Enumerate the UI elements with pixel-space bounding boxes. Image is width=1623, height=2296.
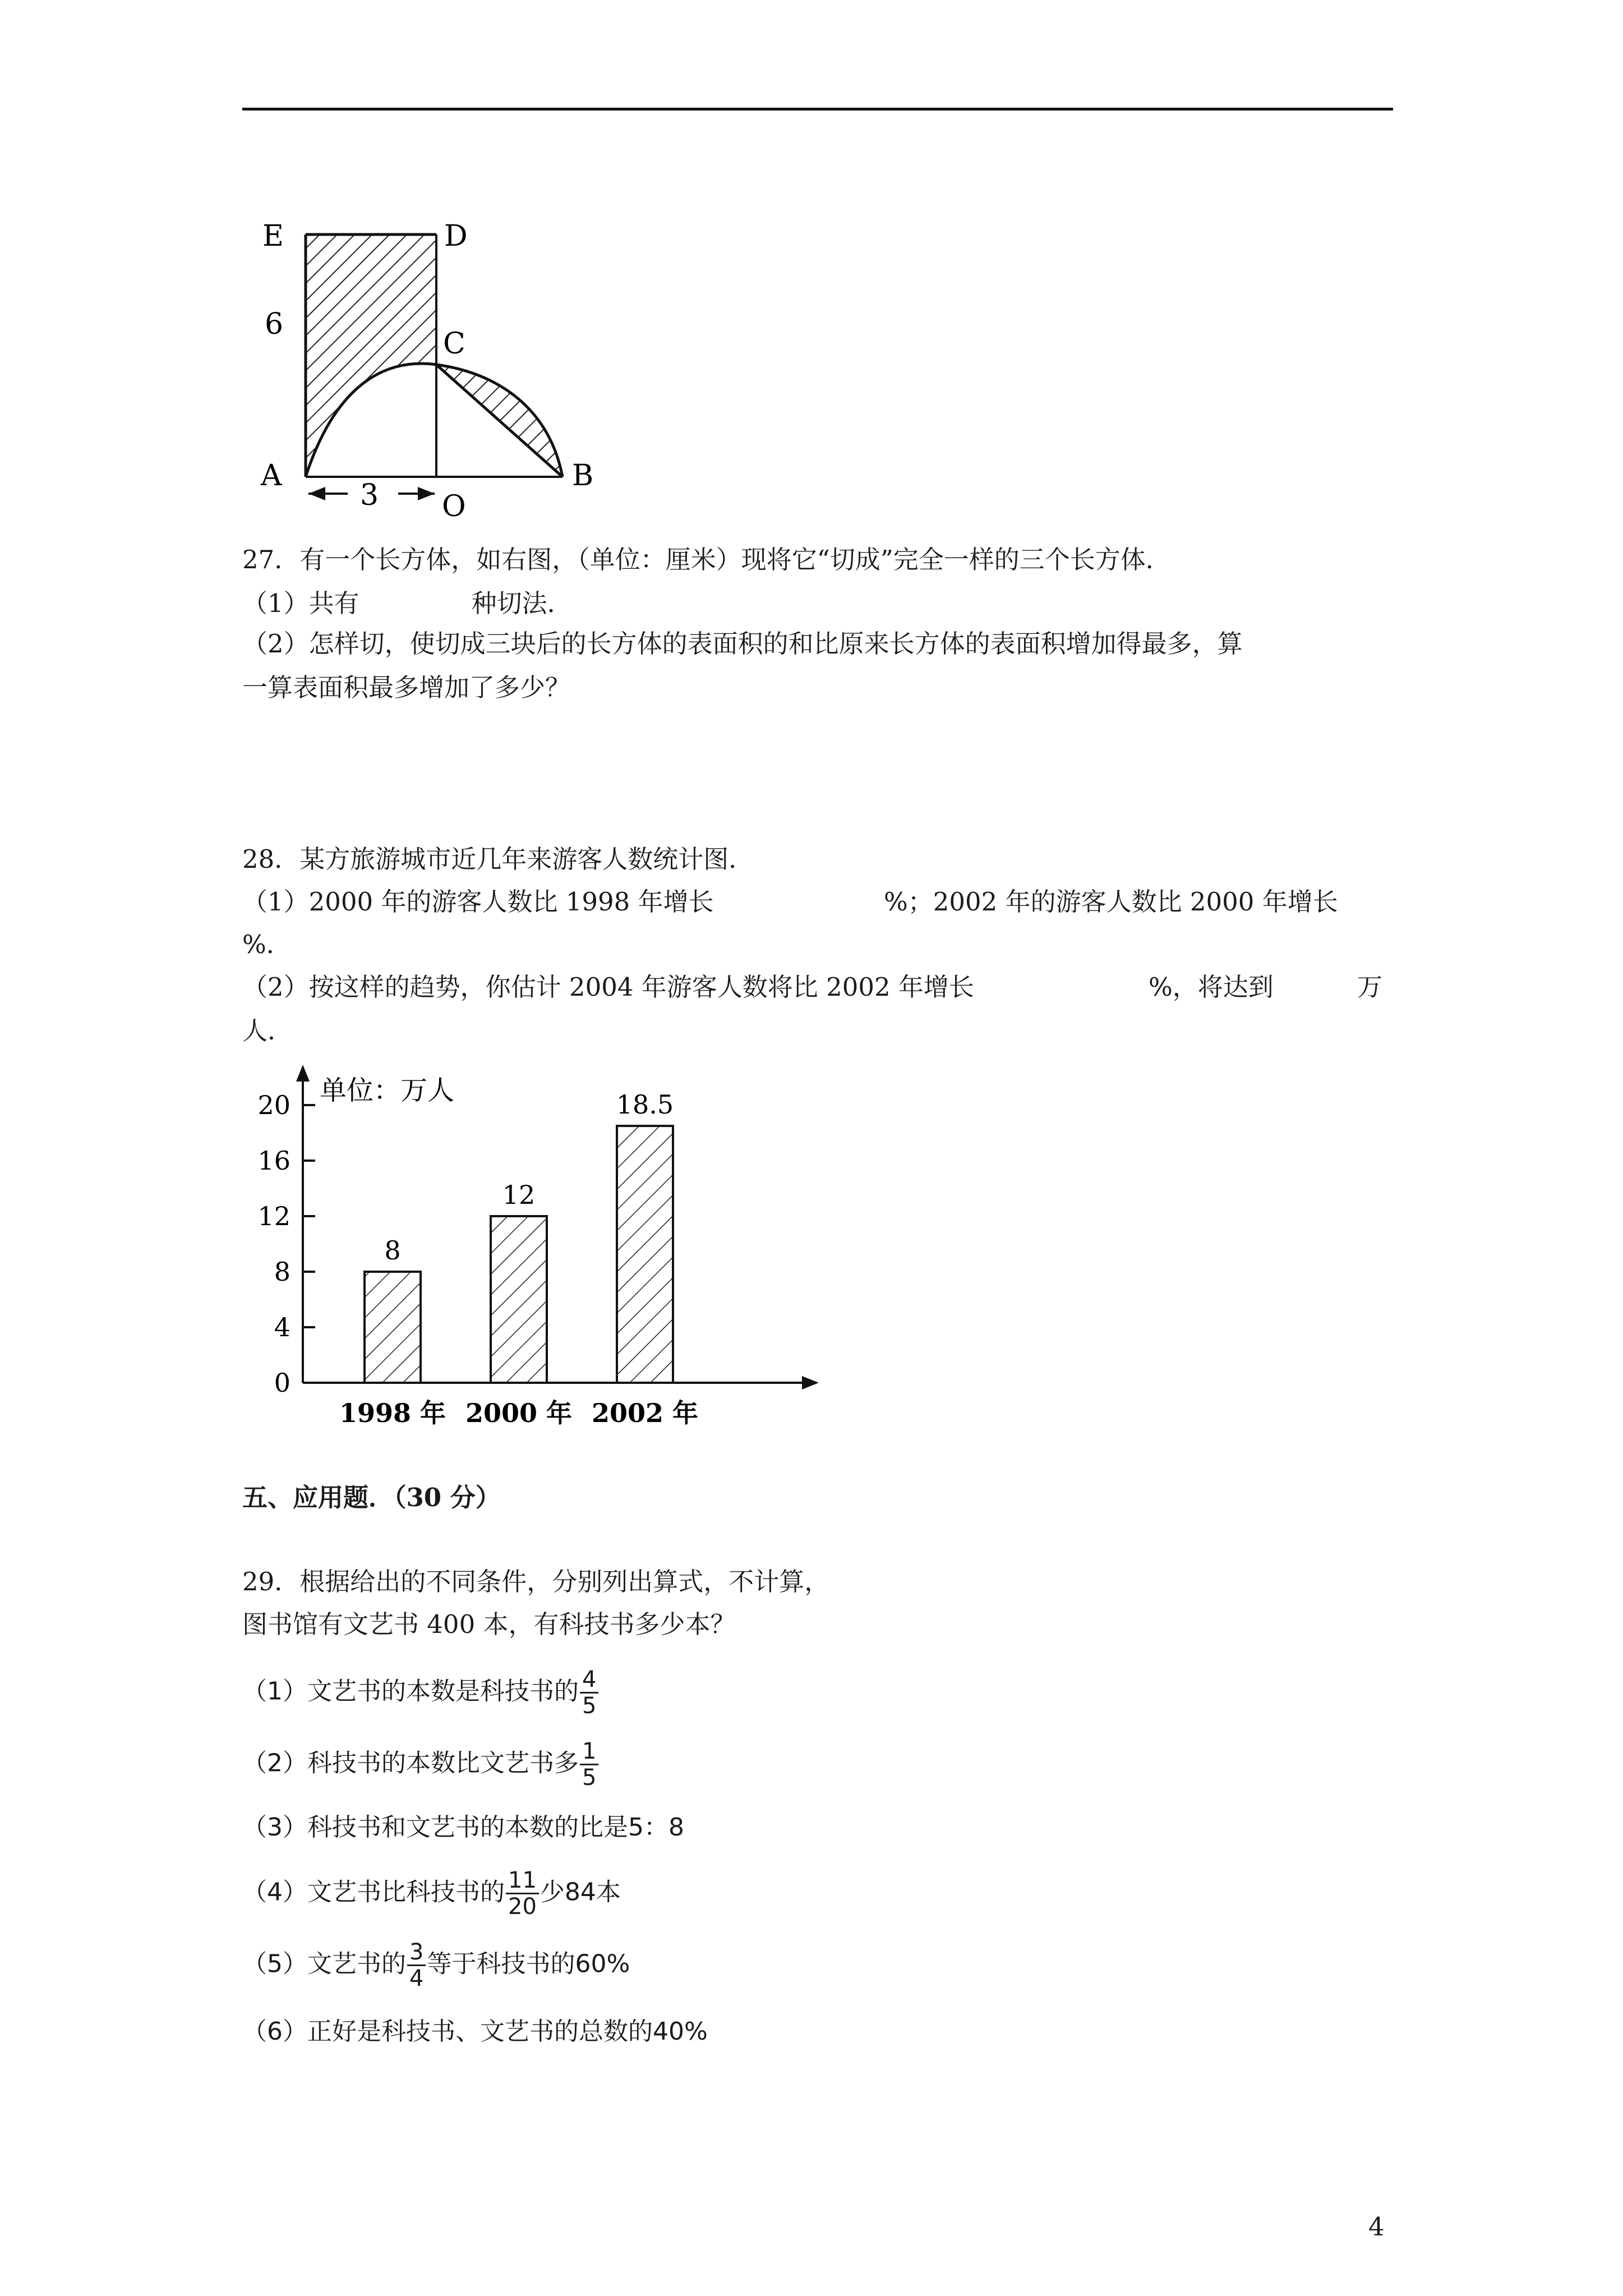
bar [491, 1216, 547, 1383]
label-B: B [572, 459, 594, 493]
q28-part2-c: 万 [1357, 972, 1383, 1002]
y-tick-label: 12 [257, 1201, 291, 1231]
section5-title: 五、应用题．（30 分） [242, 1483, 501, 1512]
q28-part2-b: %，将达到 [1149, 972, 1274, 1002]
label-A: A [261, 459, 282, 493]
q28-part2-d: 人． [242, 1016, 293, 1046]
label-3: 3 [360, 478, 379, 512]
q29-item-4 [242, 1868, 621, 1919]
q29-item-4-suffix: 少84本 [540, 1878, 621, 1907]
q27-part2-line2: 一算表面积最多增加了多少？ [242, 673, 571, 702]
label-E: E [262, 219, 284, 253]
label-O: O [442, 490, 466, 523]
denominator: 5 [582, 1765, 597, 1791]
x-category-label: 2002 年 [591, 1398, 699, 1428]
q29-item-1-text: （1）文艺书的本数是科技书的 [242, 1677, 579, 1706]
chart-unit-label: 单位：万人 [320, 1075, 455, 1106]
denominator: 20 [508, 1894, 537, 1920]
y-tick-label: 16 [257, 1145, 291, 1176]
q27-part1-suffix: 种切法． [471, 588, 573, 618]
y-tick-label: 20 [257, 1090, 291, 1120]
denominator: 4 [409, 1966, 424, 1991]
tourist-bar-chart [236, 1055, 830, 1447]
numerator: 4 [580, 1667, 598, 1694]
y-axis-arrow [296, 1065, 310, 1082]
q28-part1-a [242, 885, 714, 919]
page-number: 4 [1368, 2212, 1385, 2242]
numerator: 3 [407, 1940, 426, 1966]
q27-stem: 27．有一个长方体，如右图，（单位：厘米）现将它“切成”完全一样的三个长方体． [242, 545, 1171, 574]
q29-item-3: （3）科技书和文艺书的本数的比是5：8 [242, 1813, 684, 1842]
x-category-label: 1998 年 [339, 1398, 446, 1428]
q29-item-5-suffix: 等于科技书的60% [427, 1949, 630, 1978]
q28-stem: 28．某方旅游城市近几年来游客人数统计图． [242, 844, 754, 874]
x-axis-arrow [802, 1376, 819, 1389]
label-D: D [444, 219, 468, 253]
y-tick-label: 4 [274, 1312, 291, 1342]
q29-item-6: （6）正好是科技书、文艺书的总数的40% [242, 2017, 708, 2046]
q27-part2-line1: （2）怎样切，使切成三块后的长方体的表面积的和比原来长方体的表面积增加得最多，算 [242, 629, 1243, 659]
fraction [506, 1868, 539, 1919]
q27-part1 [242, 587, 573, 620]
y-tick-label: 0 [274, 1368, 291, 1398]
bar-value-label: 12 [502, 1180, 536, 1210]
label-C: C [443, 327, 465, 361]
q29-item-5 [242, 1940, 630, 1991]
q29-item-1 [242, 1667, 600, 1718]
y-tick-label: 8 [274, 1257, 291, 1287]
numerator: 1 [580, 1739, 598, 1765]
q28-part1-text: （1）2000 年的游客人数比 1998 年增长 [242, 887, 714, 917]
hatched-rectangle-region [306, 234, 436, 477]
fraction [580, 1667, 598, 1718]
q28-part1-c: %． [242, 930, 292, 959]
geometry-figure [236, 213, 639, 527]
q29-item-2-text: （2）科技书的本数比文艺书多 [242, 1749, 579, 1778]
q29-item-4-text: （4）文艺书比科技书的 [242, 1878, 505, 1907]
bar [365, 1272, 421, 1383]
x-category-label: 2000 年 [465, 1398, 573, 1428]
denominator: 5 [582, 1693, 597, 1719]
bar [617, 1126, 673, 1383]
q29-item-5-text: （5）文艺书的 [242, 1949, 406, 1978]
q28-part2-a: （2）按这样的趋势，你估计 2004 年游客人数将比 2002 年增长 [242, 972, 974, 1002]
q27-part1-prefix: （1）共有 [242, 588, 359, 618]
header-rule [242, 108, 1393, 111]
q28-part1-b: %；2002 年的游客人数比 2000 年增长 [884, 887, 1338, 917]
q29-line2: 图书馆有文艺书 400 本，有科技书多少本？ [242, 1609, 736, 1639]
bar-value-label: 8 [384, 1235, 401, 1266]
q29-item-2 [242, 1739, 600, 1790]
fraction [580, 1739, 598, 1790]
bar-value-label: 18.5 [616, 1089, 674, 1120]
fraction [407, 1940, 426, 1991]
q29-stem: 29．根据给出的不同条件，分别列出算式，不计算， [242, 1567, 830, 1596]
label-6: 6 [265, 307, 284, 341]
numerator: 11 [506, 1868, 539, 1894]
